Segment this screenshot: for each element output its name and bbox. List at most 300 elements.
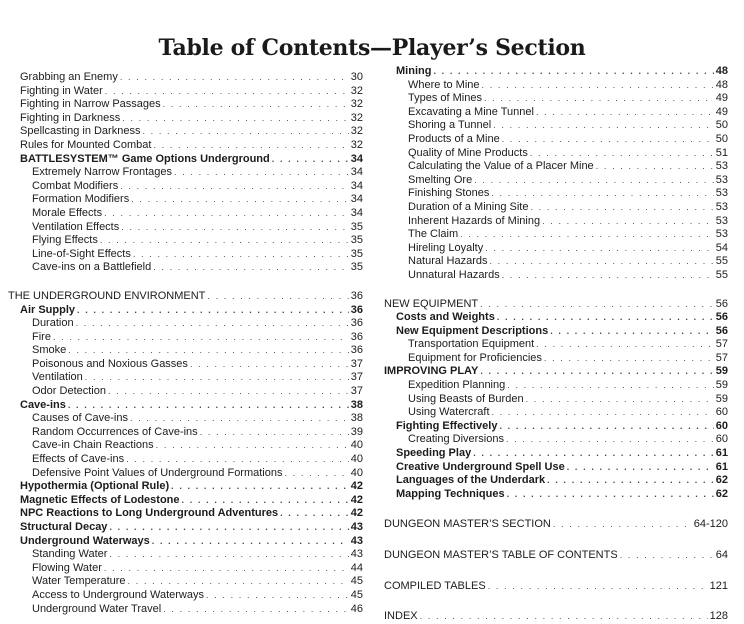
toc-entry-page: 34 <box>350 152 363 165</box>
dot-leader <box>482 79 714 93</box>
toc-entry[interactable] <box>8 344 363 358</box>
toc-entry-page: 34 <box>350 166 363 179</box>
toc-entry-page: 43 <box>350 521 363 533</box>
toc-entry-page: 34 <box>350 193 363 206</box>
dot-leader <box>68 399 349 413</box>
dot-leader <box>553 518 692 532</box>
dot-leader <box>460 228 714 242</box>
dot-leader <box>152 535 349 549</box>
toc-entry[interactable] <box>8 331 363 345</box>
toc-entry[interactable] <box>384 518 728 532</box>
toc-entry[interactable] <box>384 92 728 106</box>
toc-entry-title: Costs and Weights <box>396 311 495 324</box>
toc-entry-title: Combat Modifiers <box>32 179 119 192</box>
toc-entry-title: Excavating a Mine Tunnel <box>408 105 534 118</box>
toc-entry-page: 50 <box>715 119 728 132</box>
toc-entry[interactable] <box>8 589 363 603</box>
page-title: Table of Contents—Player’s Section <box>158 35 586 61</box>
toc-entry-page: 37 <box>350 385 363 398</box>
toc-entry-title: The Claim <box>408 228 459 241</box>
toc-entry-page: 55 <box>715 255 728 268</box>
dot-leader <box>542 215 714 229</box>
toc-entry[interactable] <box>384 228 728 242</box>
toc-entry[interactable] <box>8 453 363 467</box>
dot-leader <box>488 580 708 594</box>
toc-entry-page: 48 <box>715 78 728 91</box>
toc-entry-page: 30 <box>350 71 363 83</box>
dot-leader <box>156 439 349 453</box>
toc-entry-title: Hireling Loyalty <box>408 241 484 254</box>
dot-leader <box>77 304 349 318</box>
toc-entry-page: 35 <box>350 234 363 247</box>
toc-entry[interactable] <box>384 65 728 79</box>
toc-entry-page: 35 <box>350 261 363 274</box>
toc-entry-page: 43 <box>350 534 363 547</box>
toc-entry-page: 59 <box>715 379 728 392</box>
toc-entry-page: 48 <box>715 65 728 77</box>
toc-entry-page: 37 <box>350 357 363 370</box>
toc-entry-title: Natural Hazards <box>408 255 488 268</box>
dot-leader <box>128 575 349 589</box>
toc-entry[interactable] <box>384 215 728 229</box>
dot-leader <box>507 488 714 502</box>
toc-entry-page: 60 <box>715 433 728 446</box>
toc-entry-title: Languages of the Underdark <box>396 474 546 487</box>
dot-leader <box>206 589 349 603</box>
toc-entry[interactable] <box>384 187 728 201</box>
toc-entry-title: Expedition Planning <box>408 379 506 392</box>
dot-leader <box>85 371 349 385</box>
toc-entry[interactable] <box>384 393 728 407</box>
section-gap <box>384 532 728 549</box>
toc-entry-title: Mapping Techniques <box>396 487 505 500</box>
toc-entry[interactable] <box>384 119 728 133</box>
toc-entry[interactable] <box>8 180 363 194</box>
dot-leader <box>433 65 713 79</box>
dot-leader <box>153 139 348 153</box>
dot-leader <box>126 453 349 467</box>
toc-entry[interactable] <box>8 221 363 235</box>
toc-entry-title: Calculating the Value of a Placer Mine <box>408 160 594 173</box>
toc-entry-page: 54 <box>715 241 728 254</box>
toc-entry-title: IMPROVING PLAY <box>384 365 479 378</box>
toc-entry-page: 55 <box>715 268 728 281</box>
toc-entry-title: Poisonous and Noxious Gasses <box>32 357 188 370</box>
dot-leader <box>526 393 714 407</box>
dot-leader <box>76 317 349 331</box>
dot-leader <box>280 507 349 521</box>
toc-entry-title: BATTLESYSTEM™ Game Options Underground <box>20 152 270 165</box>
dot-leader <box>190 358 349 372</box>
toc-entry-title: Cave-ins on a Battlefield <box>32 261 152 274</box>
dot-leader <box>474 174 714 188</box>
toc-entry-page: 51 <box>715 146 728 159</box>
toc-entry[interactable] <box>8 575 363 589</box>
toc-entry[interactable] <box>384 338 728 352</box>
toc-entry[interactable] <box>384 488 728 502</box>
toc-entry-title: Mining <box>396 65 432 77</box>
dot-leader <box>550 325 714 339</box>
toc-entry-page: 35 <box>350 220 363 233</box>
toc-entry[interactable] <box>384 610 728 624</box>
toc-entry[interactable] <box>8 248 363 262</box>
toc-entry[interactable] <box>8 521 363 535</box>
toc-right-column <box>384 65 728 624</box>
toc-entry-title: Smelting Ore <box>408 173 473 186</box>
toc-entry-page: 34 <box>350 179 363 192</box>
toc-entry[interactable] <box>384 549 728 563</box>
toc-entry[interactable] <box>384 311 728 325</box>
toc-entry[interactable] <box>8 125 363 139</box>
toc-entry[interactable] <box>8 385 363 399</box>
section-gap <box>384 563 728 580</box>
toc-entry-title: Odor Detection <box>32 385 106 398</box>
toc-entry-page: 36 <box>350 317 363 330</box>
toc-entry-title: Products of a Mine <box>408 132 500 145</box>
toc-entry-page: 40 <box>350 439 363 452</box>
toc-entry-page: 60 <box>715 419 728 432</box>
toc-entry-page: 37 <box>350 371 363 384</box>
dot-leader <box>489 255 713 269</box>
toc-entry[interactable] <box>8 207 363 221</box>
dot-leader <box>567 461 714 475</box>
dot-leader <box>163 603 349 617</box>
toc-entry-title: Creating Diversions <box>408 433 504 446</box>
toc-entry[interactable] <box>8 371 363 385</box>
toc-entry-title: Fighting in Darkness <box>20 111 121 124</box>
toc-entry-page: 64-120 <box>693 518 728 531</box>
toc-entry-title: Morale Effects <box>32 206 103 219</box>
toc-entry-page: 40 <box>350 453 363 466</box>
toc-entry-title: Speeding Play <box>396 447 472 460</box>
dot-leader <box>492 406 714 420</box>
toc-entry-title: NEW EQUIPMENT <box>384 297 479 310</box>
toc-entry-title: Hypothermia (Optional Rule) <box>20 480 170 493</box>
toc-entry-page: 45 <box>350 575 363 588</box>
dot-leader <box>499 420 713 434</box>
toc-entry-title: Structural Decay <box>20 521 108 533</box>
toc-entry-title: Using Watercraft <box>408 406 490 419</box>
toc-entry-page: 53 <box>715 200 728 213</box>
toc-entry-title: Grabbing an Enemy <box>20 71 118 83</box>
dot-leader <box>130 412 349 426</box>
toc-entry-page: 32 <box>350 84 363 97</box>
toc-entry-page: 61 <box>715 460 728 473</box>
dot-leader <box>420 610 708 624</box>
dot-leader <box>536 338 714 352</box>
dot-leader <box>207 290 348 304</box>
toc-entry-title: Causes of Cave-ins <box>32 412 128 425</box>
toc-left-column <box>8 71 363 616</box>
toc-entry[interactable] <box>384 160 728 174</box>
toc-entry-title: Underground Waterways <box>20 534 150 547</box>
toc-entry-title: Cave-ins <box>20 398 66 411</box>
dot-leader <box>100 234 349 248</box>
toc-entry[interactable] <box>8 98 363 112</box>
toc-entry-page: 38 <box>350 412 363 425</box>
toc-entry[interactable] <box>8 562 363 576</box>
toc-entry-title: Defensive Point Values of Underground Formations <box>32 466 283 479</box>
toc-entry[interactable] <box>8 317 363 331</box>
toc-entry-page: 40 <box>350 466 363 479</box>
toc-entry-title: Extremely Narrow Frontages <box>32 166 172 179</box>
toc-entry[interactable] <box>384 406 728 420</box>
toc-entry[interactable] <box>8 153 363 167</box>
toc-entry-title: New Equipment Descriptions <box>396 324 549 337</box>
dot-leader <box>272 153 349 167</box>
toc-entry-title: Using Beasts of Burden <box>408 392 524 405</box>
dot-leader <box>285 467 349 481</box>
dot-leader <box>131 193 349 207</box>
dot-leader <box>120 180 349 194</box>
toc-entry-page: 59 <box>715 365 728 378</box>
dot-leader <box>502 133 714 147</box>
toc-entry[interactable] <box>384 201 728 215</box>
dot-leader <box>174 166 349 180</box>
toc-entry[interactable] <box>8 290 363 304</box>
dot-leader <box>596 160 714 174</box>
dot-leader <box>485 242 714 256</box>
toc-entry-page: 62 <box>715 474 728 487</box>
dot-leader <box>122 112 348 126</box>
toc-entry[interactable] <box>384 106 728 120</box>
toc-entry[interactable] <box>384 298 728 312</box>
toc-entry-title: Rules for Mounted Combat <box>20 138 152 151</box>
toc-entry-page: 32 <box>350 111 363 124</box>
toc-entry-page: 64 <box>715 549 728 561</box>
toc-entry-title: Flowing Water <box>32 561 102 574</box>
toc-entry-page: 57 <box>715 338 728 351</box>
toc-entry-page: 36 <box>350 303 363 316</box>
dot-leader <box>497 311 714 325</box>
toc-entry-title: Effects of Cave-ins <box>32 453 125 466</box>
toc-entry[interactable] <box>384 447 728 461</box>
dot-leader <box>68 344 349 358</box>
toc-entry-title: Smoke <box>32 344 67 357</box>
dot-leader <box>133 248 349 262</box>
section-gap <box>8 275 363 290</box>
toc-entry-title: Standing Water <box>32 548 108 561</box>
toc-entry[interactable] <box>8 480 363 494</box>
toc-entry[interactable] <box>384 420 728 434</box>
toc-entry[interactable] <box>8 535 363 549</box>
toc-entry-page: 53 <box>715 160 728 173</box>
dot-leader <box>108 385 349 399</box>
toc-entry-title: Duration of a Mining Site <box>408 200 529 213</box>
toc-entry[interactable] <box>8 358 363 372</box>
toc-entry-title: Line-of-Sight Effects <box>32 247 131 260</box>
toc-entry[interactable] <box>384 174 728 188</box>
toc-entry-page: 36 <box>350 289 363 302</box>
dot-leader <box>109 548 348 562</box>
toc-entry-page: 32 <box>350 125 363 138</box>
dot-leader <box>153 261 349 275</box>
toc-entry[interactable] <box>8 467 363 481</box>
toc-entry-title: Ventilation <box>32 371 83 384</box>
toc-entry[interactable] <box>8 139 363 153</box>
toc-entry[interactable] <box>8 426 363 440</box>
toc-entry-page: 49 <box>715 92 728 105</box>
dot-leader <box>120 71 349 85</box>
toc-entry-title: Underground Water Travel <box>32 602 162 615</box>
dot-leader <box>484 92 714 106</box>
dot-leader <box>480 298 714 312</box>
toc-entry-title: Creative Underground Spell Use <box>396 460 565 473</box>
toc-entry[interactable] <box>8 412 363 426</box>
toc-entry-title: INDEX <box>384 610 418 623</box>
toc-entry[interactable] <box>8 193 363 207</box>
toc-entry-title: Access to Underground Waterways <box>32 588 204 601</box>
toc-entry[interactable] <box>384 352 728 366</box>
toc-entry[interactable] <box>8 399 363 413</box>
toc-entry[interactable] <box>384 474 728 488</box>
toc-entry[interactable] <box>8 234 363 248</box>
toc-entry-title: THE UNDERGROUND ENVIRONMENT <box>8 289 206 302</box>
toc-entry-page: 53 <box>715 228 728 241</box>
dot-leader <box>491 187 713 201</box>
section-gap <box>384 593 728 610</box>
toc-entry-page: 128 <box>709 610 728 623</box>
toc-entry-title: Ventilation Effects <box>32 220 120 233</box>
toc-entry-title: Types of Mines <box>408 92 482 105</box>
toc-entry-page: 42 <box>350 493 363 506</box>
dot-leader <box>502 269 714 283</box>
toc-entry-page: 39 <box>350 425 363 438</box>
toc-entry-page: 56 <box>715 324 728 337</box>
toc-entry-title: Unnatural Hazards <box>408 268 500 281</box>
section-gap <box>384 283 728 298</box>
dot-leader <box>506 433 714 447</box>
toc-entry-page: 42 <box>350 507 363 520</box>
toc-entry-page: 42 <box>350 480 363 493</box>
toc-entry[interactable] <box>384 255 728 269</box>
toc-entry[interactable] <box>8 603 363 617</box>
toc-entry-title: Formation Modifiers <box>32 193 130 206</box>
toc-entry-title: DUNGEON MASTER’S SECTION <box>384 518 551 531</box>
toc-entry[interactable] <box>8 112 363 126</box>
toc-entry-page: 43 <box>350 548 363 561</box>
toc-entry-title: Finishing Stones <box>408 187 490 200</box>
toc-entry-page: 61 <box>715 447 728 460</box>
toc-entry[interactable] <box>384 379 728 393</box>
toc-entry[interactable] <box>384 461 728 475</box>
toc-entry[interactable] <box>8 507 363 521</box>
dot-leader <box>105 85 349 99</box>
toc-entry-title: Quality of Mine Products <box>408 146 528 159</box>
toc-entry-page: 35 <box>350 247 363 260</box>
toc-entry-page: 57 <box>715 351 728 364</box>
toc-entry-title: Fighting Effectively <box>396 419 498 432</box>
dot-leader <box>163 98 349 112</box>
dot-leader <box>142 125 348 139</box>
dot-leader <box>544 352 714 366</box>
toc-entry-page: 53 <box>715 173 728 186</box>
dot-leader <box>507 379 714 393</box>
dot-leader <box>536 106 714 120</box>
toc-entry[interactable] <box>8 85 363 99</box>
toc-entry-page: 53 <box>715 187 728 200</box>
toc-entry-page: 62 <box>715 487 728 500</box>
toc-entry-title: Where to Mine <box>408 78 480 91</box>
dot-leader <box>200 426 349 440</box>
toc-entry[interactable] <box>384 79 728 93</box>
dot-leader <box>121 221 349 235</box>
toc-entry[interactable] <box>384 433 728 447</box>
toc-entry-page: 49 <box>715 105 728 118</box>
toc-entry-page: 56 <box>715 311 728 324</box>
toc-entry-page: 56 <box>715 297 728 310</box>
toc-entry[interactable] <box>8 261 363 275</box>
toc-entry-page: 32 <box>350 98 363 111</box>
toc-entry[interactable] <box>8 166 363 180</box>
dot-leader <box>53 331 349 345</box>
toc-entry-title: Equipment for Proficiencies <box>408 351 542 364</box>
toc-entry-title: DUNGEON MASTER’S TABLE OF CONTENTS <box>384 549 618 561</box>
dot-leader <box>104 207 349 221</box>
toc-entry[interactable] <box>384 147 728 161</box>
toc-entry-page: 36 <box>350 344 363 357</box>
toc-entry-page: 32 <box>350 138 363 151</box>
toc-entry-page: 60 <box>715 406 728 419</box>
toc-entry-page: 53 <box>715 214 728 227</box>
toc-entry-title: Spellcasting in Darkness <box>20 125 141 138</box>
toc-entry[interactable] <box>384 269 728 283</box>
toc-entry[interactable] <box>384 242 728 256</box>
toc-entry-page: 44 <box>350 561 363 574</box>
toc-entry-title: Inherent Hazards of Mining <box>408 214 541 227</box>
dot-leader <box>182 494 349 508</box>
toc-entry-page: 46 <box>350 602 363 615</box>
toc-entry[interactable] <box>8 548 363 562</box>
toc-entry-title: Water Temperature <box>32 575 126 588</box>
toc-entry-title: Duration <box>32 317 74 330</box>
toc-entry-page: 50 <box>715 132 728 145</box>
dot-leader <box>530 201 713 215</box>
toc-entry-title: Fighting in Narrow Passages <box>20 98 161 111</box>
toc-entry[interactable] <box>8 439 363 453</box>
toc-entry-title: Magnetic Effects of Lodestone <box>20 493 180 506</box>
toc-entry-title: COMPILED TABLES <box>384 579 486 592</box>
dot-leader <box>547 474 714 488</box>
toc-entry[interactable] <box>8 71 363 85</box>
toc-entry-title: Air Supply <box>20 303 76 316</box>
toc-entry[interactable] <box>8 304 363 318</box>
toc-entry-title: Flying Effects <box>32 234 98 247</box>
toc-entry-title: Shoring a Tunnel <box>408 119 492 132</box>
toc-entry[interactable] <box>384 580 728 594</box>
dot-leader <box>109 521 348 535</box>
dot-leader <box>493 119 714 133</box>
toc-entry-page: 38 <box>350 398 363 411</box>
toc-entry-page: 59 <box>715 392 728 405</box>
toc-entry-page: 45 <box>350 588 363 601</box>
toc-entry[interactable] <box>384 325 728 339</box>
toc-entry-title: NPC Reactions to Long Underground Adventures <box>20 507 279 520</box>
toc-entry-page: 36 <box>350 330 363 343</box>
section-gap <box>384 501 728 518</box>
toc-entry-title: Random Occurrences of Cave-ins <box>32 425 198 438</box>
dot-leader <box>104 562 349 576</box>
dot-leader <box>620 549 714 563</box>
toc-entry-title: Cave-in Chain Reactions <box>32 439 154 452</box>
dot-leader <box>480 365 713 379</box>
dot-leader <box>530 147 714 161</box>
toc-entry-title: Transportation Equipment <box>408 338 535 351</box>
toc-entry[interactable] <box>384 365 728 379</box>
toc-entry[interactable] <box>384 133 728 147</box>
toc-entry-page: 34 <box>350 206 363 219</box>
toc-entry[interactable] <box>8 494 363 508</box>
